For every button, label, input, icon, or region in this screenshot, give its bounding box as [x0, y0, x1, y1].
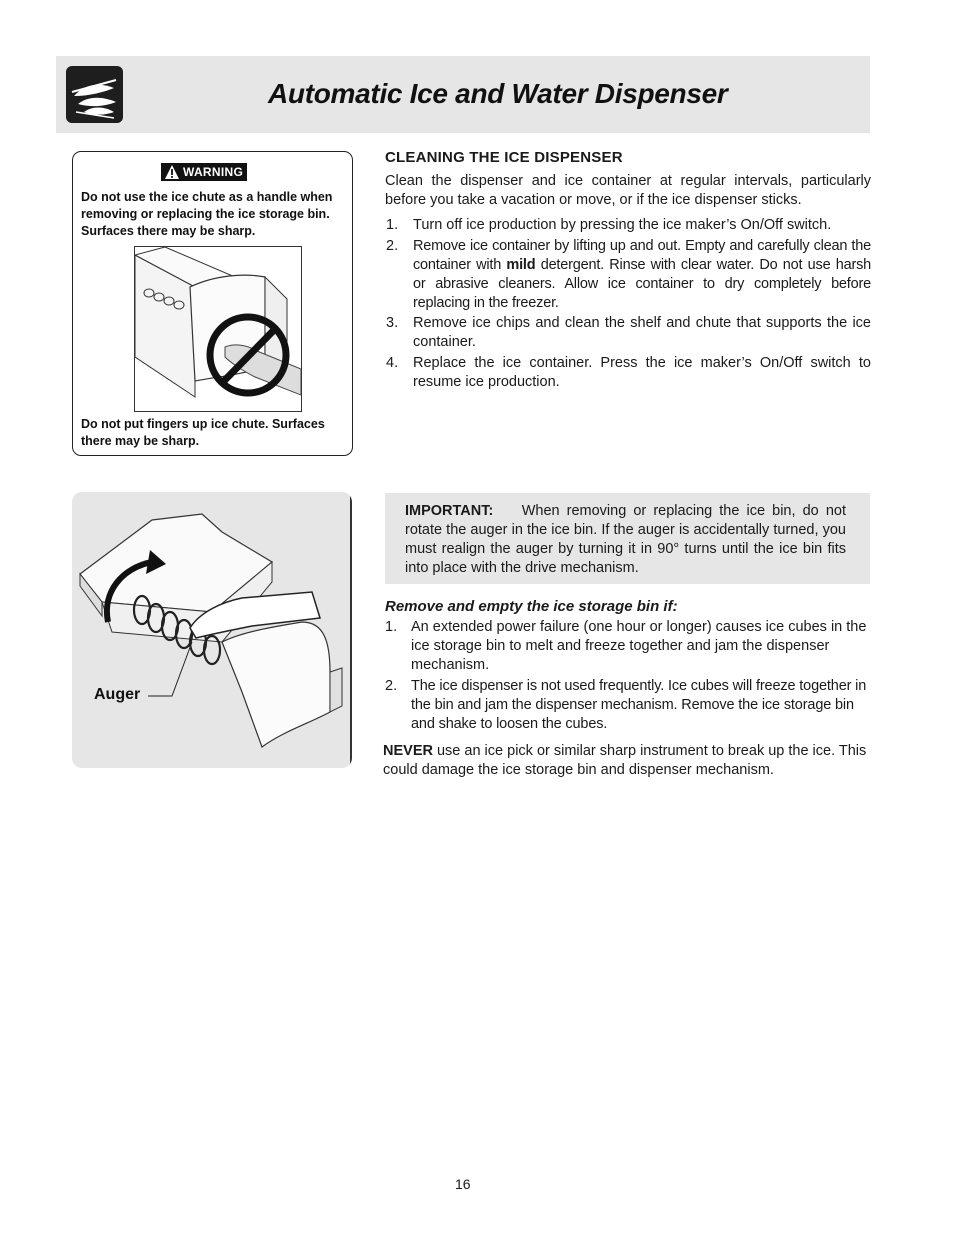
auger-illustration: [72, 492, 352, 768]
warning-text-top: Do not use the ice chute as a handle when removing or replacing the ice storage bin. Surfaces there may be sharp.: [81, 190, 333, 238]
warning-box: [72, 151, 353, 456]
step-text: Remove ice container by lifting up and out. Empty and carefully clean the container with mild detergent. Rinse with clear water. Do not use harsh or abrasive cleaners. Allow ice container to dry completely before replacing in the freezer.: [413, 238, 871, 311]
step-number: 2.: [386, 238, 399, 254]
important-text: IMPORTANT: When removing or replacing the ice bin, do not rotate the auger in the ice bin. If the auger is accidentally turned, you must realign the auger by turning it in 90° turns until the ice bin fits into place with the drive mechanism.: [405, 503, 846, 576]
ice-chute-illustration: [134, 246, 302, 412]
step-text: Turn off ice production by pressing the ice maker’s On/Off switch.: [413, 217, 832, 233]
step-text: Remove ice chips and clean the shelf and chute that supports the ice container.: [413, 315, 871, 350]
cleaning-heading: CLEANING THE ICE DISPENSER: [385, 149, 623, 166]
never-bold: NEVER: [383, 743, 433, 759]
list-item: An extended power failure (one hour or longer) causes ice cubes in the ice storage bin to melt and freeze together and jam the dispenser mechanism.: [411, 619, 867, 673]
step-number: 4.: [386, 355, 399, 371]
page-number: 16: [455, 1176, 471, 1192]
warning-label: WARNING: [183, 165, 244, 179]
list-number: 1.: [385, 619, 398, 635]
step-number: 1.: [386, 217, 399, 233]
warning-text-bottom: Do not put fingers up ice chute. Surfaces there may be sharp.: [81, 417, 325, 448]
cleaning-intro: Clean the dispenser and ice container at regular intervals, particularly before you take a vacation or move, or if the ice dispenser sticks.: [385, 173, 871, 208]
important-note: [385, 493, 870, 584]
list-number: 2.: [385, 678, 398, 694]
warning-badge: [161, 163, 247, 181]
remove-heading: Remove and empty the ice storage bin if:: [385, 598, 678, 615]
important-label: IMPORTANT:: [405, 503, 494, 519]
step-text: Replace the ice container. Press the ice maker’s On/Off switch to resume ice production.: [413, 355, 871, 390]
never-warning: NEVER use an ice pick or similar sharp instrument to break up the ice. This could damage the ice storage bin and dispenser mechanism.: [383, 743, 867, 778]
step-number: 3.: [386, 315, 399, 331]
leaf-logo-icon: [66, 66, 123, 123]
page-header: [56, 56, 870, 133]
list-item: The ice dispenser is not used frequently. Ice cubes will freeze together in the bin and jam the dispenser mechanism. Remove the ice storage bin and shake to loosen the cubes.: [411, 678, 867, 732]
warning-triangle-icon: [164, 164, 180, 180]
page-title: Automatic Ice and Water Dispenser: [268, 78, 728, 109]
auger-label: Auger: [94, 686, 141, 703]
step-bold-word: mild: [506, 257, 536, 273]
